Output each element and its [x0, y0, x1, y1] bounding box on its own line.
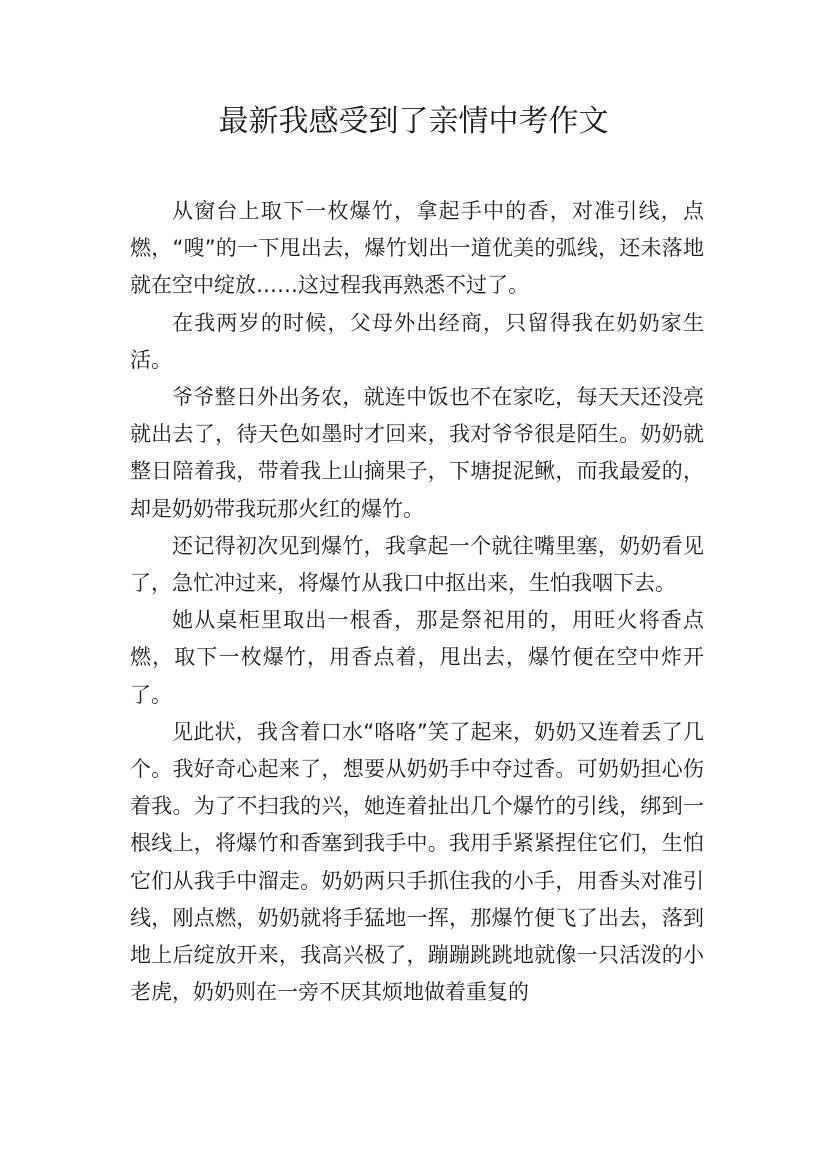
- paragraph: 在我两岁的时候，父母外出经商，只留得我在奶奶家生活。: [130, 310, 704, 372]
- paragraph: 爷爷整日外出务农，就连中饭也不在家吃，每天天还没亮就出去了，待天色如墨时才回来，我对爷爷很是陌生。奶奶就整日陪着我，带着我上山摘果子，下塘捉泥鳅，而我最爱的，却是奶奶带我玩那火红的爆竹。: [130, 385, 704, 521]
- paragraph: 从窗台上取下一枚爆竹，拿起手中的香，对准引线，点燃，“嗖”的一下甩出去，爆竹划出一道优美的弧线，还未落地就在空中绽放……这过程我再熟悉不过了。: [130, 199, 704, 298]
- paragraph: 见此状，我含着口水“咯咯”笑了起来，奶奶又连着丢了几个。我好奇心起来了，想要从奶奶手中夺过香。可奶奶担心伤着我。为了不扫我的兴，她连着扯出几个爆竹的引线，绑到一根线上，将爆竹和香塞到我手中。我用手紧紧捏住它们，生怕它们从我手中溜走。奶奶两只手抓住我的小手，用香头对准引线，刚点燃，奶奶就将手猛地一挥，那爆竹便飞了出去，落到地上后绽放开来，我高兴极了，蹦蹦跳跳地就像一只活泼的小老虎，奶奶则在一旁不厌其烦地做着重复的: [130, 719, 704, 1005]
- paragraph: 还记得初次见到爆竹，我拿起一个就往嘴里塞，奶奶看见了，急忙冲过来，将爆竹从我口中抠出来，生怕我咽下去。: [130, 533, 704, 596]
- document-title: 最新我感受到了亲情中考作文: [218, 104, 609, 139]
- paragraph: 她从桌柜里取出一根香，那是祭祀用的，用旺火将香点燃，取下一枚爆竹，用香点着，甩出去，爆竹便在空中炸开了。: [130, 608, 704, 707]
- document-body: [130, 193, 704, 1011]
